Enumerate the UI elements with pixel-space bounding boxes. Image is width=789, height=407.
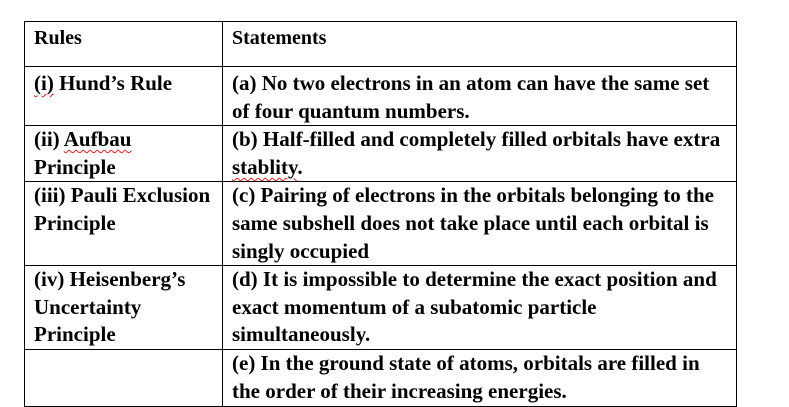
- statement-cell: (c) Pairing of electrons in the orbitals belonging to the same subshell does not take place until each orbital is singly occupied: [223, 182, 737, 266]
- statement-text: (a) No two electrons in an atom can have the same set of four quantum numbers.: [232, 71, 710, 123]
- statement-cell: [223, 67, 737, 126]
- rule-name-rest: Principle: [34, 154, 116, 179]
- table-row: [25, 126, 737, 182]
- rule-number: (i): [34, 71, 54, 95]
- table-row: [25, 67, 737, 126]
- rule-cell: (iii) Pauli Exclusion Principle: [25, 182, 223, 266]
- statement-cell: [223, 126, 737, 182]
- rules-statements-table: [24, 21, 737, 407]
- rule-cell-empty: [25, 350, 223, 407]
- statement-misspelled-word: stablity: [232, 154, 298, 179]
- rule-cell: [25, 126, 223, 182]
- statements-column-header: Statements: [223, 22, 737, 67]
- table-row: [25, 350, 737, 407]
- table-row: [25, 182, 737, 266]
- statement-end: .: [297, 154, 303, 179]
- rules-column-header: Rules: [25, 22, 223, 67]
- statement-text: (b) Half-filled and completely filled orbitals have extra: [232, 127, 721, 152]
- statement-cell: (d) It is impossible to determine the exact position and exact momentum of a subatomic particle simultaneously.: [223, 266, 737, 350]
- rule-number: (ii): [34, 127, 64, 152]
- table-header-row: [25, 22, 737, 67]
- rule-cell: (iv) Heisenberg’s Uncertainty Principle: [25, 266, 223, 350]
- rule-name: Hund’s Rule: [53, 71, 173, 95]
- rule-cell: [25, 67, 223, 126]
- statement-cell: (e) In the ground state of atoms, orbitals are filled in the order of their increasing energies.: [223, 350, 737, 407]
- table-row: [25, 266, 737, 350]
- rule-name-misspelled: Aufbau: [63, 127, 132, 152]
